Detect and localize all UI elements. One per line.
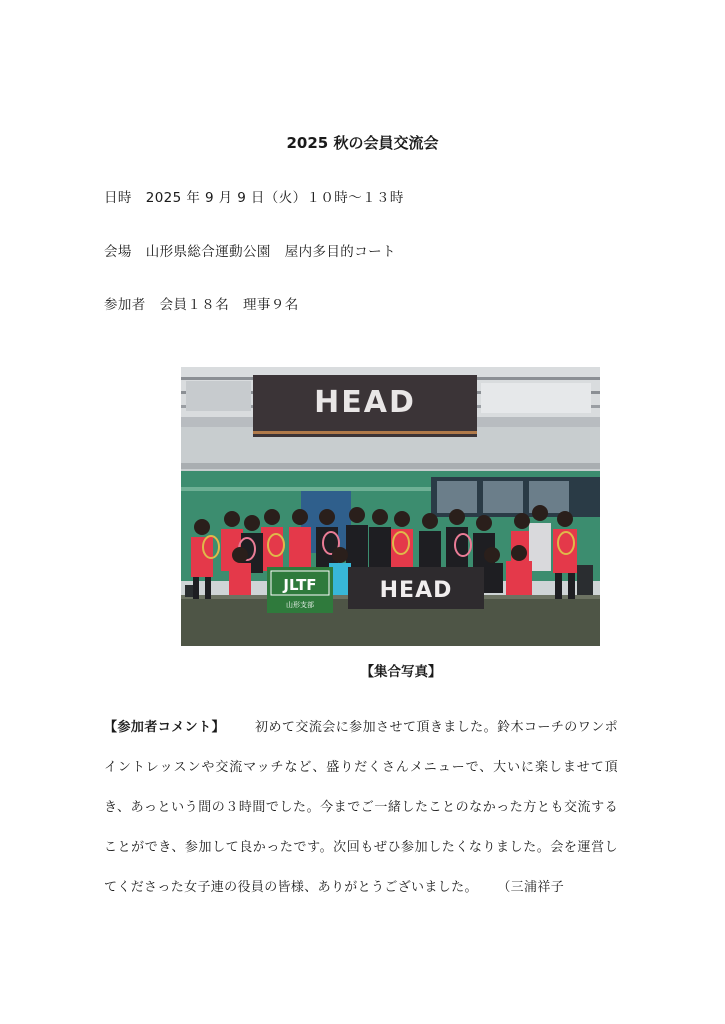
photo-caption: 【集合写真】 [360,664,442,680]
comment-signature: （三浦祥子 [503,880,565,895]
comment-body: 初めて交流会に参加させて頂きました。鈴木コーチのワンポイントレッスンや交流マッチなど、盛りだくさんメニューで、大いに楽しませて頂き、あっという間の３時間でした。今までご一緒したことのなかった方とも交流することができ、参加して良かったです。次回もぜひ参加したくなりました。会を運営してくださった女子連の役員の皆様、ありがとうございました。 [104,720,619,895]
jltf-sign-subtext: 山形支部 [286,601,314,609]
jltf-sign-text: JLTF [283,576,317,594]
head-banner-text: HEAD [314,385,416,420]
document-title: 2025 秋の会員交流会 [286,134,439,152]
event-venue: 会場 山形県総合運動公園 屋内多目的コート [104,244,396,260]
event-date: 日時 2025 年 9 月 9 日（火）１０時～１３時 [104,190,404,206]
group-photo [181,367,600,646]
comment-label: 【参加者コメント】 [104,720,226,735]
front-head-banner-text: HEAD [379,578,453,603]
participant-comment [104,708,618,908]
event-participants: 参加者 会員１８名 理事９名 [104,297,299,313]
